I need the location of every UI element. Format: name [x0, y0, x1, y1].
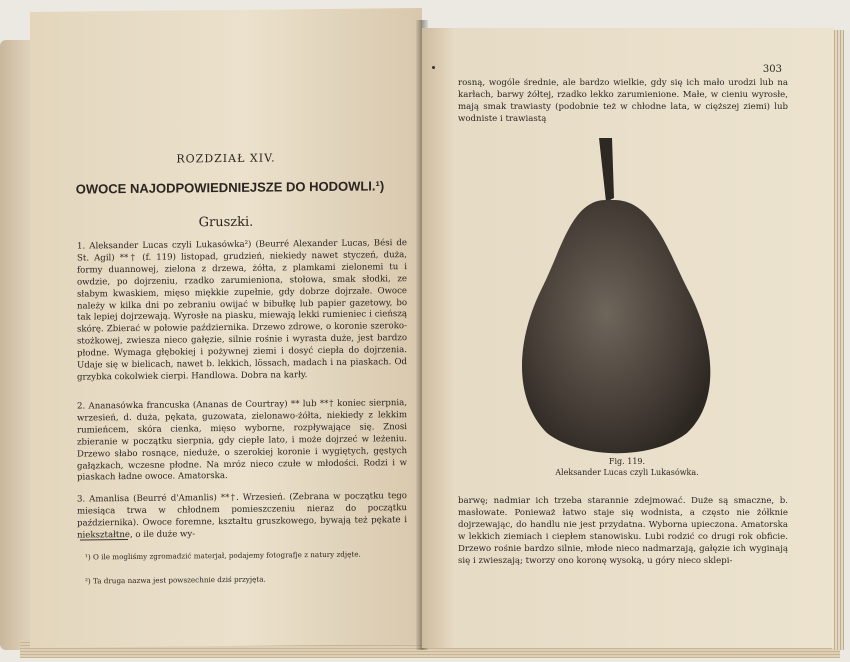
pear-stem — [599, 138, 614, 202]
footnote-1: ¹) O ile mogliśmy zgromadzić materjał, podajemy fotografje z natury zdjęte. — [85, 549, 361, 562]
footnote-2: ²) Ta druga nazwa jest powszechnie dziś przyjęta. — [85, 574, 266, 586]
paragraph-ananasowka: 2. Ananasówka francuska (Ananas de Courtray) ** lub **† koniec sierpnia, wrzesień, d. duża, pękata, guzowata, zielonawo-żółta, niekiedy z lekkim rumieńcem, skóra cienka, mięso wyborne, rozpływające się. Znosi zbieranie w początku sierpnia, gdy ciepłe lato, i może dojrzeć w leżeniu. Drzewo słabo rosnące, nieduże, o szerokiej koronie i wygiętych, gęstych gałązkach, wczesne płodne. Na mróz nieco czułe w młodości. Rodzi i w piaskach ładne owoce. Amatorska. — [77, 398, 407, 483]
paragraph-continued: rosną, wogóle średnie, ale bardzo wielkie, gdy się ich mało urodzi lub na karłach, barwy żółtej, rzadko lekko zarumienione. Małe, w cieniu wyrosłe, mają smak trawiasty (podobnie też w chłodne lata, w cięższej ziemi) lub wodniste i trawiastą — [458, 78, 788, 124]
paragraph-amanlisa: 3. Amanlisa (Beurré d'Amanlis) **†. Wrzesień. (Zebrana w początku tego miesiąca trwa w chłodnem pomieszczeniu nieraz do początku października). Owoce foremne, kształtu gruszkowego, bywają też pękate i niekształtne, o ile duże wy- — [77, 491, 407, 541]
figure-caption: Aleksander Lucas czyli Lukasówka. — [555, 468, 699, 477]
right-page — [422, 28, 834, 648]
figure-caption-block — [462, 456, 792, 478]
pear-photograph — [502, 138, 732, 458]
chapter-title: OWOCE NAJODPOWIEDNIEJSZE DO HODOWLI.¹) — [75, 178, 385, 197]
page-number: 303 — [762, 64, 782, 75]
paragraph-bottom: barwę; nadmiar ich trzeba starannie zdejmować. Duże są smaczne, b. masłowate. Ponieważ łatwo staje się wodnista, a często nie żółknie dojrzewając, do handlu nie jest przydatna. Wyborna upieczona. Amatorska w lekkich ziemiach i ciepłem stanowisku. Lubi rodzić co drugi rok obficie. Drzewo rośnie bardzo silnie, młode nieco nadmarzają, gałęzie ich wyginają się i zwieszają; tworzy ono koronę wysoką, u góry nieco sklepi- — [458, 496, 788, 566]
page-mark — [432, 66, 435, 69]
paragraph-aleksander-lucas: 1. Aleksander Lucas czyli Lukasówka²) (Beurré Alexander Lucas, Bési de St. Agil) **† (f. 119) listopad, grudzień, niekiedy nawet styczeń, duża, formy duannowej, zielona z drzewa, żółta, z plamkami zielonemi tu i owdzie, po dojrzeniu, rzadko zarumieniona, stołowa, smak słodki, ze słabym kwaskiem, mięso miękkie zupełnie, gdy dobrze dojrzałe. Owoce należy w kilka dni po zebraniu owijać w bibułkę lub papier gazetowy, bo tak lepiej dojrzewają. Wyrosłe na piasku, miewają lekki rumieniec i cieńszą skórę. Zbierać w połowie października. Drzewo zdrowe, o koronie szeroko-stożkowej, zwiesza nieco gałęzie, silnie rośnie i wyrasta duże, jest bardzo płodne. Wymaga głębokiej i pożywnej ziemi i dosyć ciepła do dojrzenia. Udaje się w bielicach, nawet b. lekkich, lössach, madach i na piaskach. Od grzybka cokolwiek cierpi. Handlowa. Dobra na karły. — [77, 238, 407, 383]
section-heading: Gruszki. — [198, 214, 254, 231]
figure-label: Fig. 119. — [608, 457, 646, 466]
chapter-heading: ROZDZIAŁ XIV. — [176, 151, 276, 166]
left-page — [30, 8, 422, 648]
pear-body — [522, 200, 710, 453]
